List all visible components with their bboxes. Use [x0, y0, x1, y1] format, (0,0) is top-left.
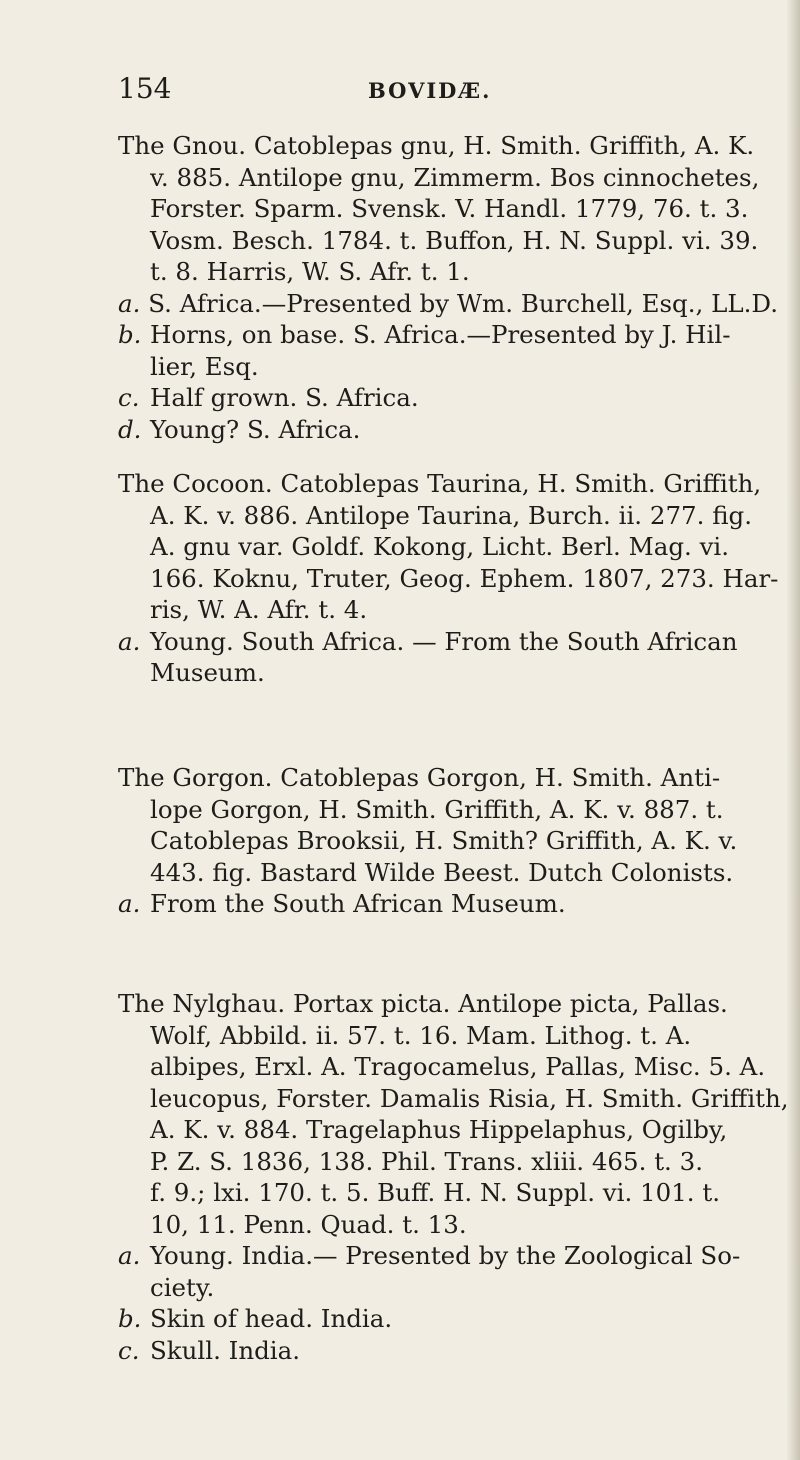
- entry-line: Catoblepas Brooksii, H. Smith? Griffith, A. K. v.: [150, 826, 738, 855]
- specimen-continuation: lier, Esq.: [150, 351, 259, 381]
- specimen-continuation: Museum.: [150, 658, 265, 687]
- entry-line: Forster. Sparm. Svensk. V. Handl. 1779, 76. t. 3.: [150, 194, 749, 223]
- entry-line: Vosm. Besch. 1784. t. Buffon, H. N. Suppl. vi. 39.: [150, 225, 759, 255]
- page-header: [118, 72, 718, 112]
- entry-line: The Gorgon. Catoblepas Gorgon, H. Smith. Anti-: [118, 763, 721, 792]
- specimen-text: Young. India.— Presented by the Zoological So-: [150, 1241, 741, 1270]
- specimen-mark: a.: [118, 889, 141, 918]
- entry-line: albipes, Erxl. A. Tragocamelus, Pallas, Misc. 5. A.: [150, 1052, 766, 1081]
- entry-line: f. 9.; lxi. 170. t. 5. Buff. H. N. Suppl. vi. 101. t.: [150, 1178, 721, 1207]
- specimen-mark: a.: [118, 626, 141, 656]
- specimen-item: [118, 382, 778, 414]
- specimen-item: [118, 626, 778, 658]
- specimen-item: [118, 1240, 778, 1272]
- entry-line: lope Gorgon, H. Smith. Griffith, A. K. v. 887. t.: [150, 794, 724, 824]
- specimen-text: Horns, on base. S. Africa.—Presented by J. Hil-: [150, 320, 731, 349]
- specimen-text: Skull. India.: [150, 1335, 301, 1365]
- specimen-item: [118, 288, 778, 320]
- specimen-mark: b.: [118, 1304, 142, 1333]
- species-entry-gnou: [118, 130, 778, 445]
- entry-line: 166. Koknu, Truter, Geog. Ephem. 1807, 273. Har-: [150, 563, 779, 593]
- page-edge-shadow: [786, 0, 800, 1460]
- entry-line: P. Z. S. 1836, 138. Phil. Trans. xliii. 465. t. 3.: [150, 1146, 703, 1176]
- entry-line: ris, W. A. Afr. t. 4.: [150, 595, 368, 624]
- specimen-mark: a.: [118, 1241, 141, 1270]
- specimen-mark: b.: [118, 320, 142, 349]
- specimen-item: [118, 1303, 778, 1335]
- species-entry-nylghau: [118, 988, 789, 1366]
- specimen-item: [118, 414, 778, 446]
- specimen-continuation: ciety.: [150, 1272, 215, 1302]
- species-entry-cocoon: [118, 468, 778, 689]
- specimen-mark: c.: [118, 1335, 140, 1365]
- specimen-item: [118, 319, 778, 351]
- entry-line: The Cocoon. Catoblepas Taurina, H. Smith. Griffith,: [118, 469, 762, 498]
- entry-line: Wolf, Abbild. ii. 57. t. 16. Mam. Lithog. t. A.: [150, 1020, 692, 1050]
- entry-line: A. gnu var. Goldf. Kokong, Licht. Berl. Mag. vi.: [150, 532, 730, 561]
- entry-line: v. 885. Antilope gnu, Zimmerm. Bos cinnochetes,: [150, 162, 760, 192]
- specimen-mark: a.: [118, 288, 141, 318]
- species-entry-gorgon: [118, 762, 778, 920]
- entry-line: The Gnou. Catoblepas gnu, H. Smith. Griffith, A. K.: [118, 131, 755, 160]
- specimen-text: Young? S. Africa.: [150, 414, 361, 444]
- entry-line: 10, 11. Penn. Quad. t. 13.: [150, 1209, 467, 1239]
- specimen-text: Skin of head. India.: [150, 1304, 393, 1333]
- specimen-text: From the South African Museum.: [150, 889, 566, 918]
- entry-line: The Nylghau. Portax picta. Antilope picta, Pallas.: [118, 989, 728, 1018]
- entry-line: A. K. v. 884. Tragelaphus Hippelaphus, Ogilby,: [150, 1115, 728, 1144]
- entry-line: A. K. v. 886. Antilope Taurina, Burch. ii. 277. fig.: [150, 500, 753, 530]
- specimen-text: Young. South Africa. — From the South African: [150, 626, 738, 656]
- page-number: 154: [118, 72, 172, 105]
- running-head: BOVIDÆ.: [368, 78, 492, 103]
- specimen-mark: d.: [118, 414, 142, 444]
- specimen-text: Half grown. S. Africa.: [150, 383, 419, 412]
- entry-line: 443. fig. Bastard Wilde Beest. Dutch Colonists.: [150, 857, 734, 887]
- specimen-item: [118, 888, 778, 920]
- entry-line: t. 8. Harris, W. S. Afr. t. 1.: [150, 257, 470, 286]
- specimen-item: [118, 1335, 778, 1367]
- specimen-text: S. Africa.—Presented by Wm. Burchell, Esq., LL.D.: [148, 288, 778, 318]
- entry-line: leucopus, Forster. Damalis Risia, H. Smith. Griffith,: [150, 1083, 789, 1113]
- specimen-mark: c.: [118, 383, 140, 412]
